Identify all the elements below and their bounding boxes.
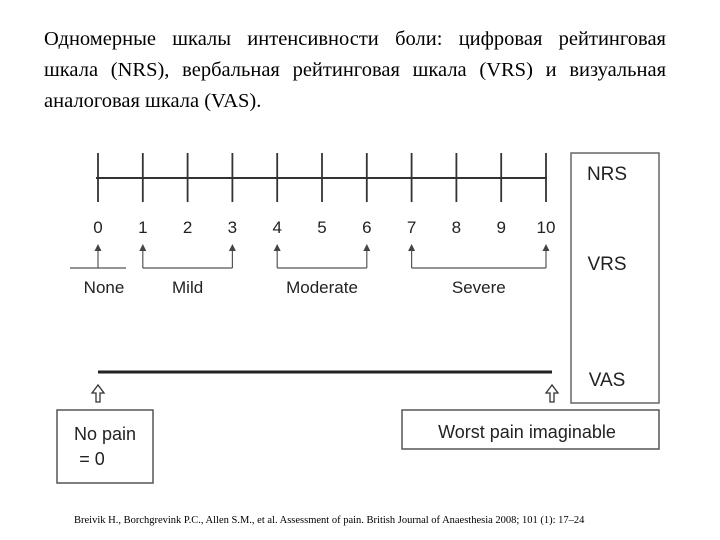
no-pain-label: No pain xyxy=(73,424,137,444)
vrs-arrow-icon xyxy=(363,244,370,251)
no-pain-box xyxy=(57,410,153,483)
nrs-number: 10 xyxy=(536,218,556,237)
nrs-label: NRS xyxy=(586,164,628,185)
nrs-number: 5 xyxy=(317,218,327,237)
vrs-category-label: Severe xyxy=(451,278,506,297)
nrs-number: 0 xyxy=(93,218,103,237)
vrs-arrow-icon xyxy=(95,244,102,251)
worst-pain-label: Worst pain imaginable xyxy=(438,422,616,442)
vrs-category xyxy=(408,244,549,297)
vrs-arrow-icon xyxy=(229,244,236,251)
nrs-number: 7 xyxy=(406,218,417,237)
nrs-number: 6 xyxy=(362,218,372,237)
vrs-category-label: Mild xyxy=(172,278,204,297)
nrs-number: 9 xyxy=(496,218,506,237)
nrs-number: 4 xyxy=(272,218,282,237)
no-pain-value: = 0 xyxy=(79,449,105,469)
vrs-arrow-icon xyxy=(408,244,415,251)
vas-label: VAS xyxy=(588,370,626,391)
vrs-category xyxy=(139,244,236,297)
vrs-categories xyxy=(70,244,550,297)
vas-right-arrow-icon xyxy=(546,385,558,402)
nrs-number: 8 xyxy=(451,218,462,237)
vrs-arrow-icon xyxy=(274,244,281,251)
scale-label-column xyxy=(571,153,659,403)
vrs-arrow-icon xyxy=(139,244,146,251)
nrs-number: 2 xyxy=(182,218,193,237)
nrs-number: 1 xyxy=(138,218,148,237)
slide-title: Одномерные шкалы интенсивности боли: цифровая рейтинговая шкала (NRS), вербальная рейтинговая шкала (VRS) и визуальная аналоговая шкала (VAS). xyxy=(44,28,666,112)
vrs-arrow-icon xyxy=(543,244,550,251)
vrs-label: VRS xyxy=(587,254,627,275)
vas-left-arrow-icon xyxy=(92,385,104,402)
vrs-category-label: None xyxy=(83,278,125,297)
vrs-category xyxy=(70,244,126,297)
citation: Breivik H., Borchgrevink P.C., Allen S.M., et al. Assessment of pain. British Journal of Anaesthesia 2008; 101 (1): 17–24 xyxy=(74,515,585,526)
vrs-category xyxy=(274,244,371,297)
nrs-number: 3 xyxy=(227,218,238,237)
vrs-category-label: Moderate xyxy=(286,278,358,297)
nrs-numbers xyxy=(93,218,555,237)
